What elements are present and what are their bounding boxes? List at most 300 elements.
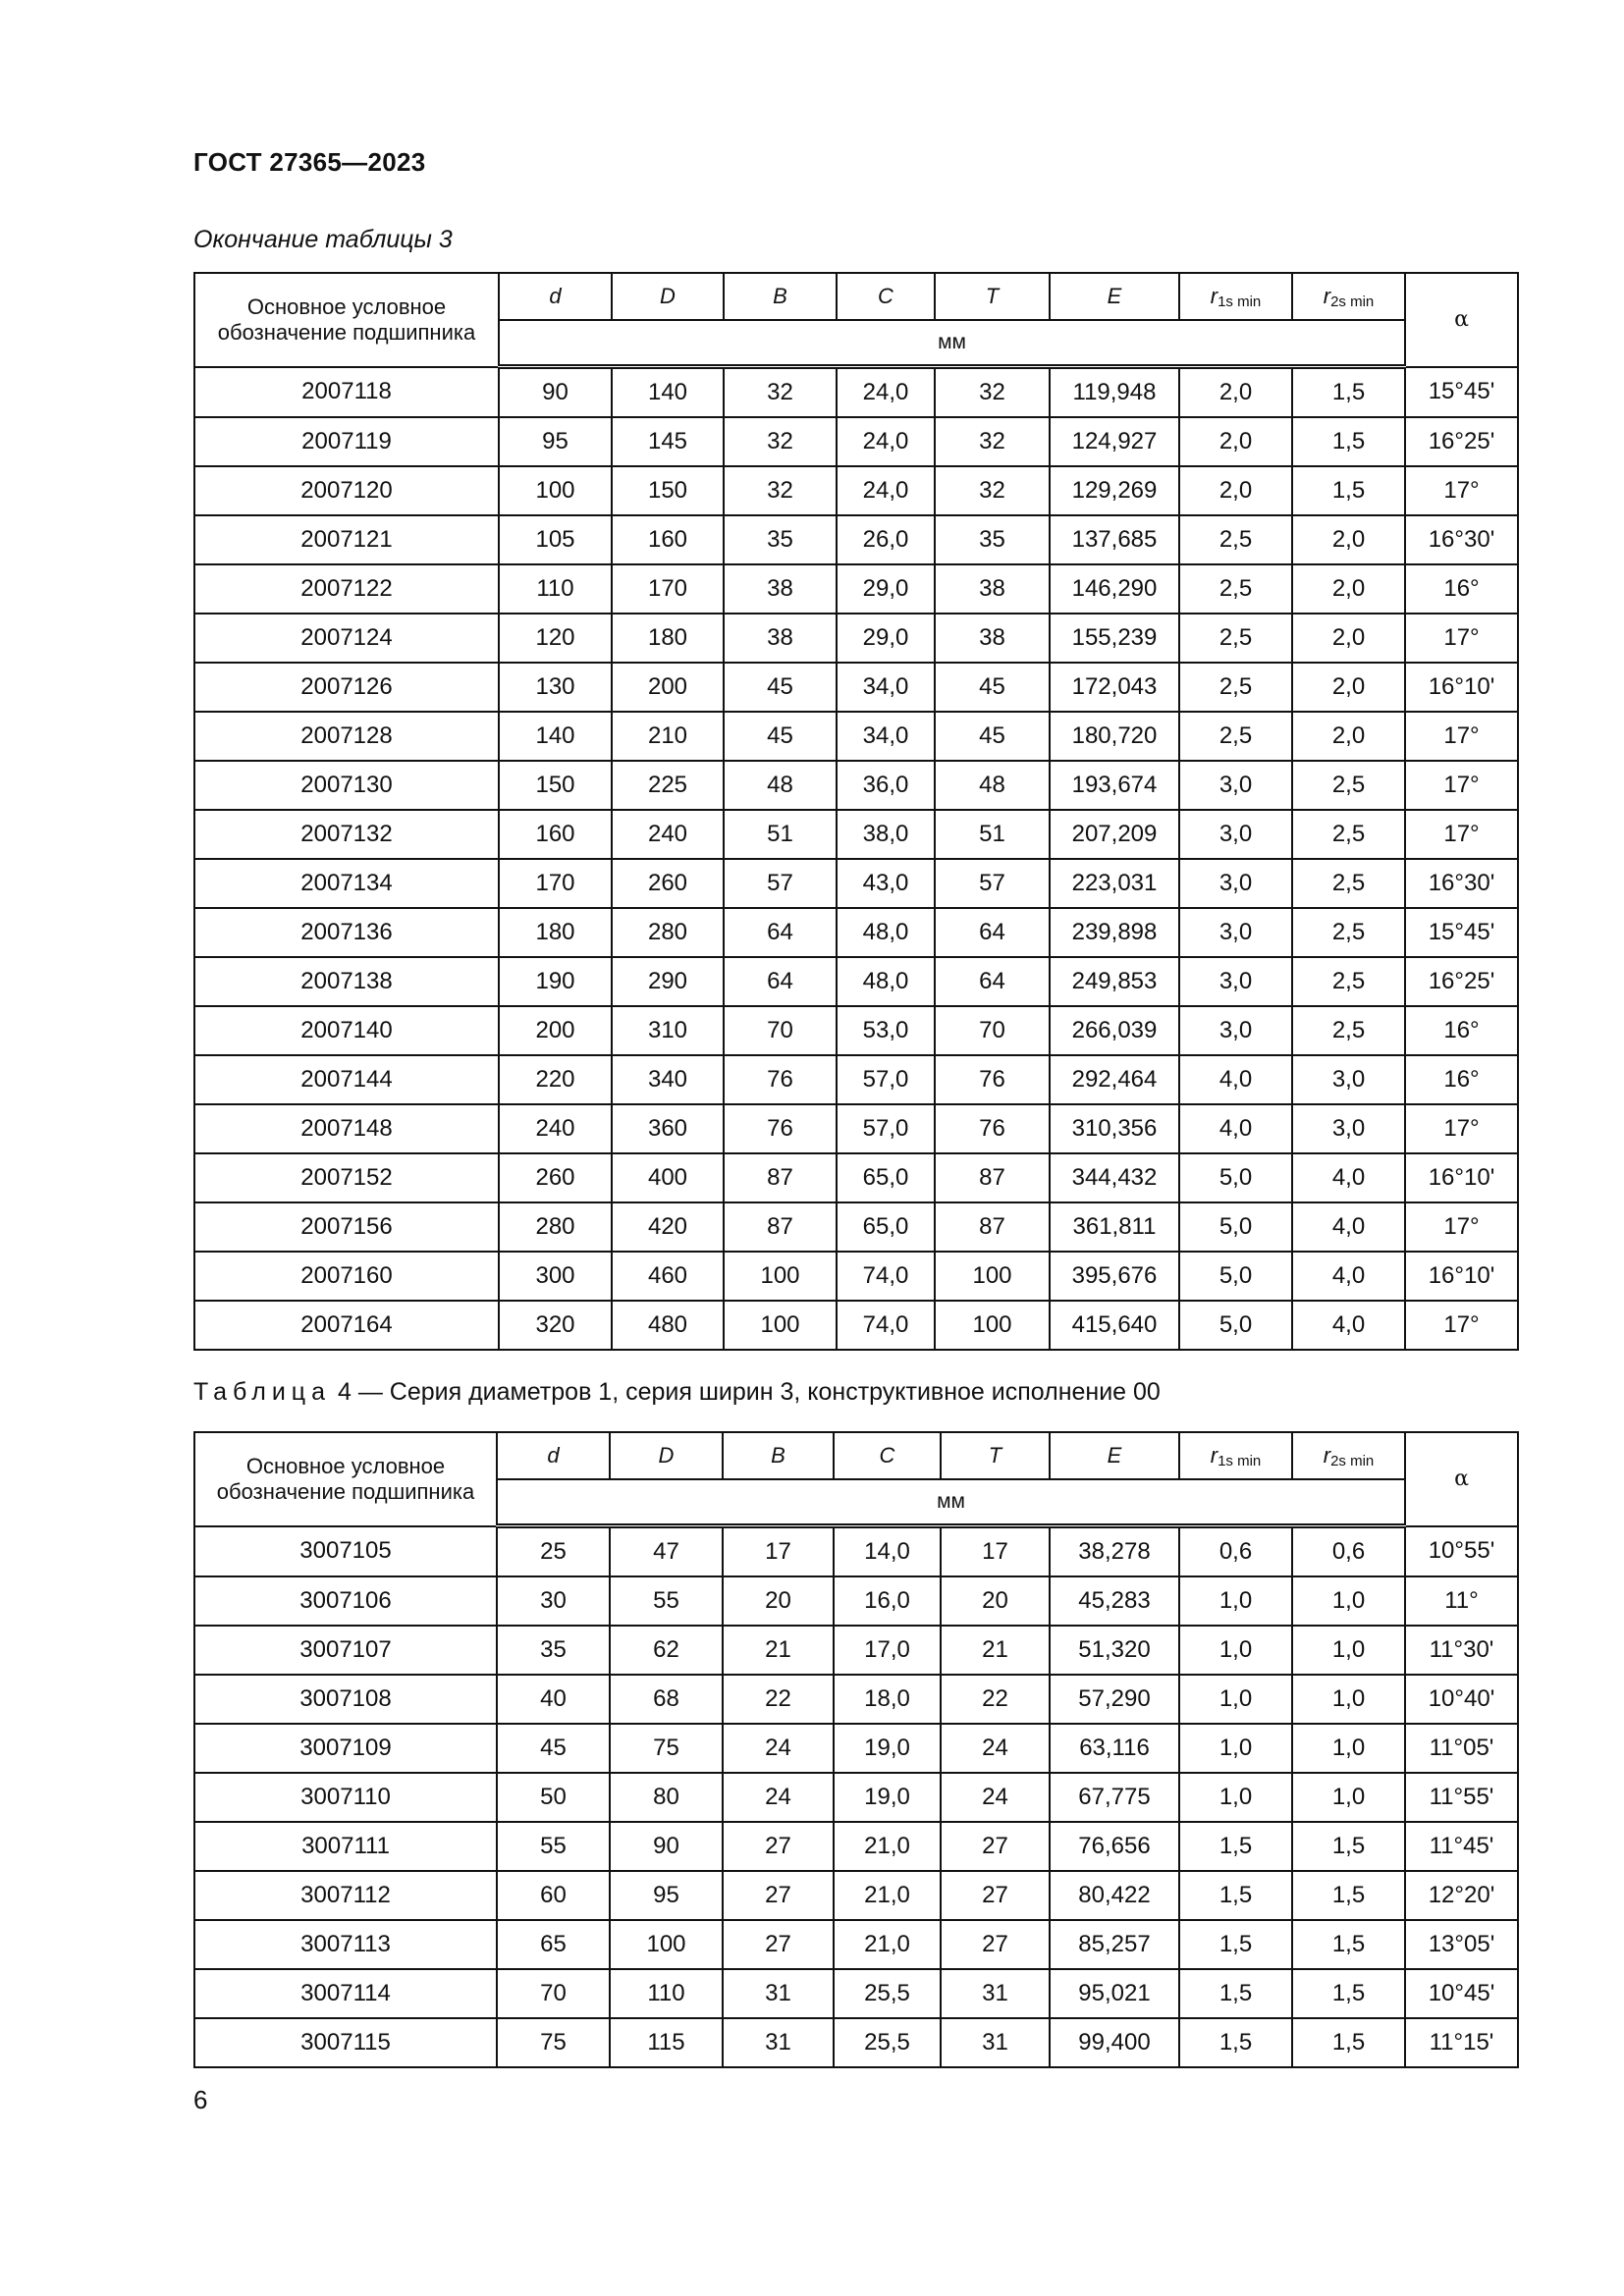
- cell-B: 45: [724, 663, 837, 712]
- cell-d: 100: [499, 466, 612, 515]
- cell-B: 87: [724, 1153, 837, 1202]
- cell-T: 51: [935, 810, 1050, 859]
- cell-r1s-min: 1,5: [1179, 2018, 1292, 2067]
- cell-T: 21: [941, 1626, 1050, 1675]
- cell-D: 140: [612, 367, 724, 418]
- cell-E: 51,320: [1050, 1626, 1179, 1675]
- cell-designation: 3007111: [194, 1822, 497, 1871]
- table-row: [194, 1822, 1518, 1871]
- table-row: [194, 1626, 1518, 1675]
- cell-D: 68: [610, 1675, 723, 1724]
- cell-C: 24,0: [837, 466, 935, 515]
- table-row: [194, 1104, 1518, 1153]
- cell-C: 34,0: [837, 712, 935, 761]
- cell-r1s-min: 3,0: [1179, 859, 1292, 908]
- cell-B: 70: [724, 1006, 837, 1055]
- table-row: [194, 1252, 1518, 1301]
- cell-r1s-min: 5,0: [1179, 1153, 1292, 1202]
- cell-d: 280: [499, 1202, 612, 1252]
- table-row: [194, 663, 1518, 712]
- cell-designation: 2007122: [194, 564, 499, 614]
- cell-D: 160: [612, 515, 724, 564]
- cell-d: 160: [499, 810, 612, 859]
- cell-designation: 3007109: [194, 1724, 497, 1773]
- cell-T: 64: [935, 908, 1050, 957]
- cell-T: 45: [935, 663, 1050, 712]
- table-row: [194, 515, 1518, 564]
- cell-D: 180: [612, 614, 724, 663]
- cell-r1s-min: 5,0: [1179, 1252, 1292, 1301]
- table-row: [194, 810, 1518, 859]
- cell-designation: 2007134: [194, 859, 499, 908]
- cell-C: 14,0: [834, 1526, 941, 1577]
- cell-B: 64: [724, 908, 837, 957]
- cell-d: 40: [497, 1675, 610, 1724]
- cell-C: 26,0: [837, 515, 935, 564]
- column-header-C: C: [837, 273, 935, 320]
- column-header-T: T: [941, 1432, 1050, 1479]
- cell-D: 200: [612, 663, 724, 712]
- cell-alpha: 16°: [1405, 564, 1518, 614]
- cell-alpha: 17°: [1405, 712, 1518, 761]
- table-row: [194, 1675, 1518, 1724]
- table-row: [194, 1773, 1518, 1822]
- cell-C: 48,0: [837, 908, 935, 957]
- cell-B: 32: [724, 417, 837, 466]
- cell-C: 21,0: [834, 1871, 941, 1920]
- cell-d: 45: [497, 1724, 610, 1773]
- cell-d: 130: [499, 663, 612, 712]
- cell-B: 51: [724, 810, 837, 859]
- cell-D: 55: [610, 1576, 723, 1626]
- column-header-D: D: [610, 1432, 723, 1479]
- column-header-D: D: [612, 273, 724, 320]
- cell-E: 415,640: [1050, 1301, 1179, 1350]
- table-row: [194, 1526, 1518, 1577]
- cell-C: 24,0: [837, 367, 935, 418]
- cell-B: 27: [723, 1822, 834, 1871]
- cell-r2s-min: 1,0: [1292, 1576, 1405, 1626]
- cell-d: 220: [499, 1055, 612, 1104]
- cell-C: 65,0: [837, 1153, 935, 1202]
- cell-D: 310: [612, 1006, 724, 1055]
- cell-alpha: 17°: [1405, 761, 1518, 810]
- r2-subscript: 2s min: [1330, 293, 1375, 310]
- cell-designation: 3007107: [194, 1626, 497, 1675]
- column-header-r1s-min: [1179, 1432, 1292, 1479]
- cell-r2s-min: 4,0: [1292, 1301, 1405, 1350]
- cell-r1s-min: 2,5: [1179, 614, 1292, 663]
- cell-d: 170: [499, 859, 612, 908]
- column-header-r2s-min: [1292, 1432, 1405, 1479]
- r-symbol: r: [1210, 283, 1218, 308]
- cell-D: 260: [612, 859, 724, 908]
- cell-alpha: 17°: [1405, 1202, 1518, 1252]
- cell-B: 100: [724, 1301, 837, 1350]
- cell-C: 48,0: [837, 957, 935, 1006]
- cell-d: 65: [497, 1920, 610, 1969]
- cell-alpha: 11°30': [1405, 1626, 1518, 1675]
- cell-r1s-min: 4,0: [1179, 1104, 1292, 1153]
- cell-B: 57: [724, 859, 837, 908]
- cell-r2s-min: 1,0: [1292, 1675, 1405, 1724]
- cell-designation: 3007112: [194, 1871, 497, 1920]
- cell-d: 75: [497, 2018, 610, 2067]
- cell-E: 76,656: [1050, 1822, 1179, 1871]
- table-row: [194, 761, 1518, 810]
- cell-D: 75: [610, 1724, 723, 1773]
- cell-B: 21: [723, 1626, 834, 1675]
- cell-E: 180,720: [1050, 712, 1179, 761]
- table4-caption: [193, 1378, 1161, 1407]
- cell-designation: 3007105: [194, 1526, 497, 1577]
- r2-subscript: 2s min: [1330, 1452, 1375, 1469]
- cell-alpha: 13°05': [1405, 1920, 1518, 1969]
- table-row: [194, 1301, 1518, 1350]
- cell-C: 16,0: [834, 1576, 941, 1626]
- cell-E: 361,811: [1050, 1202, 1179, 1252]
- cell-alpha: 17°: [1405, 1104, 1518, 1153]
- cell-B: 45: [724, 712, 837, 761]
- cell-E: 155,239: [1050, 614, 1179, 663]
- cell-E: 67,775: [1050, 1773, 1179, 1822]
- cell-T: 64: [935, 957, 1050, 1006]
- cell-E: 292,464: [1050, 1055, 1179, 1104]
- cell-D: 47: [610, 1526, 723, 1577]
- cell-r1s-min: 5,0: [1179, 1202, 1292, 1252]
- cell-alpha: 11°15': [1405, 2018, 1518, 2067]
- column-header-E: E: [1050, 1432, 1179, 1479]
- cell-r2s-min: 1,5: [1292, 1920, 1405, 1969]
- cell-r2s-min: 2,5: [1292, 810, 1405, 859]
- cell-r1s-min: 3,0: [1179, 1006, 1292, 1055]
- cell-d: 95: [499, 417, 612, 466]
- cell-d: 30: [497, 1576, 610, 1626]
- column-header-d: d: [499, 273, 612, 320]
- cell-T: 31: [941, 2018, 1050, 2067]
- cell-r2s-min: 2,5: [1292, 908, 1405, 957]
- cell-E: 80,422: [1050, 1871, 1179, 1920]
- cell-C: 36,0: [837, 761, 935, 810]
- cell-d: 190: [499, 957, 612, 1006]
- cell-B: 24: [723, 1724, 834, 1773]
- table3-continuation-caption: Окончание таблицы 3: [193, 226, 453, 253]
- cell-T: 76: [935, 1055, 1050, 1104]
- table-row: [194, 1153, 1518, 1202]
- cell-T: 70: [935, 1006, 1050, 1055]
- cell-alpha: 15°45': [1405, 908, 1518, 957]
- cell-T: 17: [941, 1526, 1050, 1577]
- cell-alpha: 16°25': [1405, 957, 1518, 1006]
- cell-B: 38: [724, 564, 837, 614]
- cell-r2s-min: 1,5: [1292, 1871, 1405, 1920]
- table-row: [194, 859, 1518, 908]
- cell-d: 150: [499, 761, 612, 810]
- cell-D: 360: [612, 1104, 724, 1153]
- cell-T: 100: [935, 1252, 1050, 1301]
- cell-alpha: 11°05': [1405, 1724, 1518, 1773]
- cell-C: 24,0: [837, 417, 935, 466]
- cell-r1s-min: 1,5: [1179, 1920, 1292, 1969]
- cell-T: 27: [941, 1871, 1050, 1920]
- cell-T: 48: [935, 761, 1050, 810]
- cell-C: 29,0: [837, 564, 935, 614]
- cell-d: 25: [497, 1526, 610, 1577]
- cell-T: 57: [935, 859, 1050, 908]
- cell-r2s-min: 2,5: [1292, 1006, 1405, 1055]
- cell-E: 124,927: [1050, 417, 1179, 466]
- cell-B: 22: [723, 1675, 834, 1724]
- cell-E: 95,021: [1050, 1969, 1179, 2018]
- cell-r2s-min: 2,5: [1292, 761, 1405, 810]
- cell-B: 35: [724, 515, 837, 564]
- table-row: [194, 957, 1518, 1006]
- cell-B: 27: [723, 1920, 834, 1969]
- table-row: [194, 1724, 1518, 1773]
- cell-D: 115: [610, 2018, 723, 2067]
- cell-alpha: 10°55': [1405, 1526, 1518, 1577]
- cell-r1s-min: 2,5: [1179, 564, 1292, 614]
- cell-D: 420: [612, 1202, 724, 1252]
- cell-D: 110: [610, 1969, 723, 2018]
- page-number: 6: [193, 2085, 208, 2114]
- cell-D: 90: [610, 1822, 723, 1871]
- cell-alpha: 15°45': [1405, 367, 1518, 418]
- cell-alpha: 11°55': [1405, 1773, 1518, 1822]
- cell-d: 50: [497, 1773, 610, 1822]
- table-row: [194, 2018, 1518, 2067]
- cell-alpha: 10°40': [1405, 1675, 1518, 1724]
- cell-T: 87: [935, 1153, 1050, 1202]
- cell-d: 320: [499, 1301, 612, 1350]
- cell-r1s-min: 3,0: [1179, 761, 1292, 810]
- cell-designation: 2007121: [194, 515, 499, 564]
- cell-d: 180: [499, 908, 612, 957]
- table-row: [194, 1576, 1518, 1626]
- cell-r2s-min: 4,0: [1292, 1202, 1405, 1252]
- cell-D: 170: [612, 564, 724, 614]
- r-symbol: r: [1323, 283, 1331, 308]
- cell-r1s-min: 2,5: [1179, 515, 1292, 564]
- cell-r1s-min: 1,5: [1179, 1822, 1292, 1871]
- table-row: [194, 908, 1518, 957]
- cell-designation: 2007118: [194, 367, 499, 418]
- cell-C: 57,0: [837, 1104, 935, 1153]
- cell-E: 119,948: [1050, 367, 1179, 418]
- cell-d: 70: [497, 1969, 610, 2018]
- cell-B: 32: [724, 466, 837, 515]
- column-header-d: d: [497, 1432, 610, 1479]
- cell-C: 74,0: [837, 1252, 935, 1301]
- table-row: [194, 712, 1518, 761]
- cell-C: 29,0: [837, 614, 935, 663]
- cell-designation: 2007144: [194, 1055, 499, 1104]
- table-row: [194, 1920, 1518, 1969]
- table-row: [194, 1871, 1518, 1920]
- cell-C: 17,0: [834, 1626, 941, 1675]
- cell-alpha: 17°: [1405, 466, 1518, 515]
- cell-d: 55: [497, 1822, 610, 1871]
- column-header-B: B: [724, 273, 837, 320]
- cell-B: 17: [723, 1526, 834, 1577]
- column-header-B: B: [723, 1432, 834, 1479]
- cell-E: 146,290: [1050, 564, 1179, 614]
- cell-alpha: 16°30': [1405, 859, 1518, 908]
- cell-d: 200: [499, 1006, 612, 1055]
- cell-d: 140: [499, 712, 612, 761]
- cell-designation: 2007138: [194, 957, 499, 1006]
- cell-r2s-min: 1,0: [1292, 1626, 1405, 1675]
- bearing-dimensions-table-3: [193, 272, 1519, 1351]
- cell-T: 24: [941, 1773, 1050, 1822]
- cell-D: 240: [612, 810, 724, 859]
- cell-r1s-min: 3,0: [1179, 908, 1292, 957]
- cell-E: 172,043: [1050, 663, 1179, 712]
- cell-r1s-min: 1,0: [1179, 1675, 1292, 1724]
- cell-D: 340: [612, 1055, 724, 1104]
- cell-d: 120: [499, 614, 612, 663]
- cell-T: 27: [941, 1920, 1050, 1969]
- cell-r1s-min: 1,0: [1179, 1773, 1292, 1822]
- bearing-dimensions-table-4: [193, 1431, 1519, 2068]
- cell-designation: 3007114: [194, 1969, 497, 2018]
- cell-E: 85,257: [1050, 1920, 1179, 1969]
- cell-C: 38,0: [837, 810, 935, 859]
- cell-r2s-min: 0,6: [1292, 1526, 1405, 1577]
- cell-C: 19,0: [834, 1773, 941, 1822]
- cell-r2s-min: 1,5: [1292, 417, 1405, 466]
- cell-E: 310,356: [1050, 1104, 1179, 1153]
- cell-d: 90: [499, 367, 612, 418]
- cell-D: 145: [612, 417, 724, 466]
- cell-C: 74,0: [837, 1301, 935, 1350]
- cell-alpha: 17°: [1405, 614, 1518, 663]
- cell-designation: 3007110: [194, 1773, 497, 1822]
- column-header-T: T: [935, 273, 1050, 320]
- table-row: [194, 1006, 1518, 1055]
- cell-E: 63,116: [1050, 1724, 1179, 1773]
- r-symbol: r: [1323, 1442, 1331, 1468]
- cell-T: 22: [941, 1675, 1050, 1724]
- cell-B: 100: [724, 1252, 837, 1301]
- cell-d: 110: [499, 564, 612, 614]
- cell-D: 80: [610, 1773, 723, 1822]
- cell-T: 27: [941, 1822, 1050, 1871]
- cell-r2s-min: 2,0: [1292, 712, 1405, 761]
- cell-r2s-min: 1,0: [1292, 1724, 1405, 1773]
- cell-B: 24: [723, 1773, 834, 1822]
- cell-E: 193,674: [1050, 761, 1179, 810]
- cell-D: 150: [612, 466, 724, 515]
- cell-designation: 2007128: [194, 712, 499, 761]
- cell-T: 87: [935, 1202, 1050, 1252]
- cell-alpha: 16°10': [1405, 663, 1518, 712]
- column-header-designation: Основное условное обозначение подшипника: [194, 1432, 497, 1526]
- cell-E: 137,685: [1050, 515, 1179, 564]
- cell-B: 64: [724, 957, 837, 1006]
- cell-C: 21,0: [834, 1920, 941, 1969]
- cell-r2s-min: 2,0: [1292, 564, 1405, 614]
- cell-r2s-min: 1,5: [1292, 367, 1405, 418]
- column-header-r2s-min: [1292, 273, 1405, 320]
- cell-designation: 2007156: [194, 1202, 499, 1252]
- cell-alpha: 10°45': [1405, 1969, 1518, 2018]
- cell-r1s-min: 2,0: [1179, 367, 1292, 418]
- cell-r1s-min: 2,0: [1179, 466, 1292, 515]
- cell-T: 38: [935, 614, 1050, 663]
- cell-r1s-min: 2,5: [1179, 712, 1292, 761]
- cell-E: 266,039: [1050, 1006, 1179, 1055]
- cell-r1s-min: 3,0: [1179, 810, 1292, 859]
- cell-D: 460: [612, 1252, 724, 1301]
- cell-E: 239,898: [1050, 908, 1179, 957]
- cell-r2s-min: 3,0: [1292, 1055, 1405, 1104]
- cell-r1s-min: 4,0: [1179, 1055, 1292, 1104]
- cell-D: 280: [612, 908, 724, 957]
- cell-B: 32: [724, 367, 837, 418]
- cell-r2s-min: 1,5: [1292, 1969, 1405, 2018]
- cell-T: 45: [935, 712, 1050, 761]
- column-header-alpha: α: [1405, 1432, 1518, 1526]
- cell-C: 25,5: [834, 1969, 941, 2018]
- table4-caption-text: 4 — Серия диаметров 1, серия ширин 3, конструктивное исполнение 00: [337, 1378, 1161, 1406]
- cell-D: 225: [612, 761, 724, 810]
- cell-T: 24: [941, 1724, 1050, 1773]
- column-header-C: C: [834, 1432, 941, 1479]
- cell-r1s-min: 3,0: [1179, 957, 1292, 1006]
- cell-alpha: 16°: [1405, 1055, 1518, 1104]
- cell-T: 32: [935, 466, 1050, 515]
- cell-T: 76: [935, 1104, 1050, 1153]
- table-row: [194, 1969, 1518, 2018]
- cell-d: 300: [499, 1252, 612, 1301]
- cell-d: 260: [499, 1153, 612, 1202]
- cell-r2s-min: 3,0: [1292, 1104, 1405, 1153]
- cell-designation: 3007106: [194, 1576, 497, 1626]
- cell-C: 53,0: [837, 1006, 935, 1055]
- cell-r2s-min: 2,0: [1292, 663, 1405, 712]
- cell-r1s-min: 1,0: [1179, 1724, 1292, 1773]
- cell-C: 21,0: [834, 1822, 941, 1871]
- cell-designation: 2007130: [194, 761, 499, 810]
- cell-designation: 2007160: [194, 1252, 499, 1301]
- cell-designation: 2007126: [194, 663, 499, 712]
- cell-D: 95: [610, 1871, 723, 1920]
- cell-r1s-min: 1,5: [1179, 1969, 1292, 2018]
- cell-alpha: 16°25': [1405, 417, 1518, 466]
- cell-r2s-min: 2,0: [1292, 614, 1405, 663]
- cell-E: 344,432: [1050, 1153, 1179, 1202]
- cell-E: 99,400: [1050, 2018, 1179, 2067]
- cell-designation: 2007152: [194, 1153, 499, 1202]
- cell-T: 20: [941, 1576, 1050, 1626]
- cell-alpha: 16°10': [1405, 1153, 1518, 1202]
- table-row: [194, 367, 1518, 418]
- column-header-alpha: α: [1405, 273, 1518, 367]
- cell-C: 65,0: [837, 1202, 935, 1252]
- unit-header-mm: мм: [499, 320, 1405, 367]
- cell-designation: 2007136: [194, 908, 499, 957]
- cell-r1s-min: 2,5: [1179, 663, 1292, 712]
- cell-alpha: 16°30': [1405, 515, 1518, 564]
- cell-r2s-min: 4,0: [1292, 1252, 1405, 1301]
- cell-d: 60: [497, 1871, 610, 1920]
- cell-E: 57,290: [1050, 1675, 1179, 1724]
- cell-designation: 2007120: [194, 466, 499, 515]
- cell-E: 129,269: [1050, 466, 1179, 515]
- cell-r2s-min: 2,5: [1292, 859, 1405, 908]
- cell-r1s-min: 1,0: [1179, 1576, 1292, 1626]
